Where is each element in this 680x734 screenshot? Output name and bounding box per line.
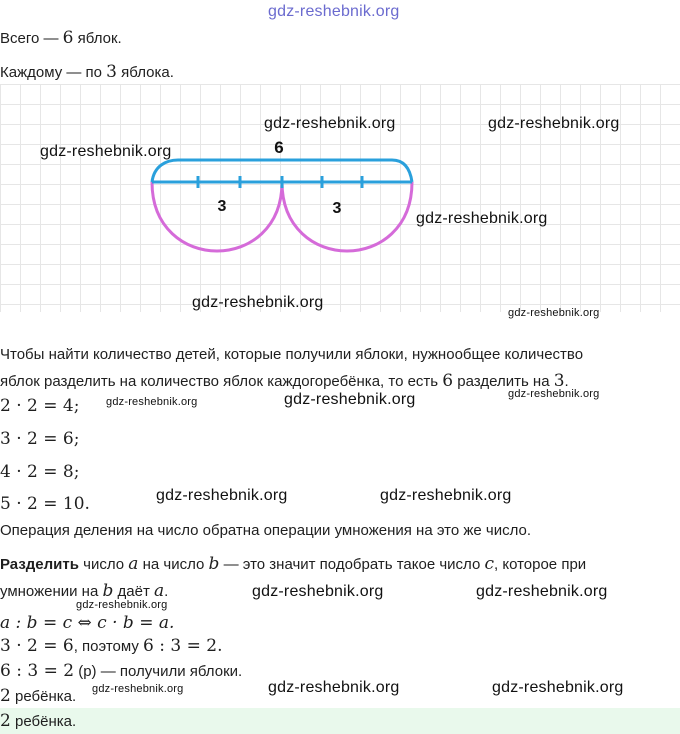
- watermark: gdz-reshebnik.org: [40, 143, 172, 160]
- watermark: gdz-reshebnik.org: [476, 583, 608, 600]
- watermark: gdz-reshebnik.org: [488, 115, 620, 132]
- explanation-line-2: яблок разделить на количество яблок каждогоребёнка, то есть 6 разделить на 3.: [0, 371, 569, 391]
- inverse-operation-text: Операция деления на число обратна операции умножения на это же число.: [0, 522, 532, 539]
- diagram-left-label: 3: [217, 198, 227, 215]
- watermark: gdz-reshebnik.org: [380, 487, 512, 504]
- division-formula: a : b = c ⇔ c · b = a.: [0, 613, 175, 633]
- equation-4: 5 · 2 = 10.: [0, 494, 90, 514]
- watermark: gdz-reshebnik.org: [284, 391, 416, 408]
- explanation-line-1: Чтобы найти количество детей, которые получили яблоки, нужнообщее количество: [0, 346, 584, 363]
- watermark: gdz-reshebnik.org: [92, 683, 184, 695]
- equation-3: 4 · 2 = 8;: [0, 462, 80, 482]
- watermark: gdz-reshebnik.org: [192, 294, 324, 311]
- result-line: 6 : 3 = 2 (р) — получили яблоки.: [0, 661, 243, 681]
- diagram-right-arc: [282, 182, 412, 251]
- watermark: gdz-reshebnik.org: [508, 388, 600, 400]
- watermark: gdz-reshebnik.org: [252, 583, 384, 600]
- so-line: 3 · 2 = 6, поэтому 6 : 3 = 2.: [0, 636, 223, 656]
- watermark: gdz-reshebnik.org: [264, 115, 396, 132]
- watermark-top: gdz-reshebnik.org: [268, 3, 400, 20]
- diagram-left-arc: [152, 182, 282, 251]
- intro-total: Всего — 6 яблок.: [0, 28, 122, 48]
- watermark: gdz-reshebnik.org: [156, 487, 288, 504]
- watermark: gdz-reshebnik.org: [416, 210, 548, 227]
- definition-line-1: Разделить число a на число b — это значит подобрать такое число c, которое при: [0, 554, 587, 574]
- equation-1: 2 · 2 = 4;: [0, 396, 80, 416]
- intro-each: Каждому — по 3 яблока.: [0, 62, 174, 82]
- watermark: gdz-reshebnik.org: [508, 307, 600, 319]
- watermark: gdz-reshebnik.org: [492, 679, 624, 696]
- answer-text: 2 ребёнка.: [0, 711, 77, 731]
- definition-line-2: умножении на b даёт a.: [0, 581, 169, 601]
- watermark: gdz-reshebnik.org: [268, 679, 400, 696]
- equation-2: 3 · 2 = 6;: [0, 429, 80, 449]
- diagram-right-label: 3: [332, 200, 342, 217]
- answer-box: [0, 708, 680, 734]
- watermark: gdz-reshebnik.org: [76, 599, 168, 611]
- diagram-total-label: 6: [274, 138, 284, 157]
- answer-pre: 2 ребёнка.: [0, 686, 77, 706]
- watermark: gdz-reshebnik.org: [106, 396, 198, 408]
